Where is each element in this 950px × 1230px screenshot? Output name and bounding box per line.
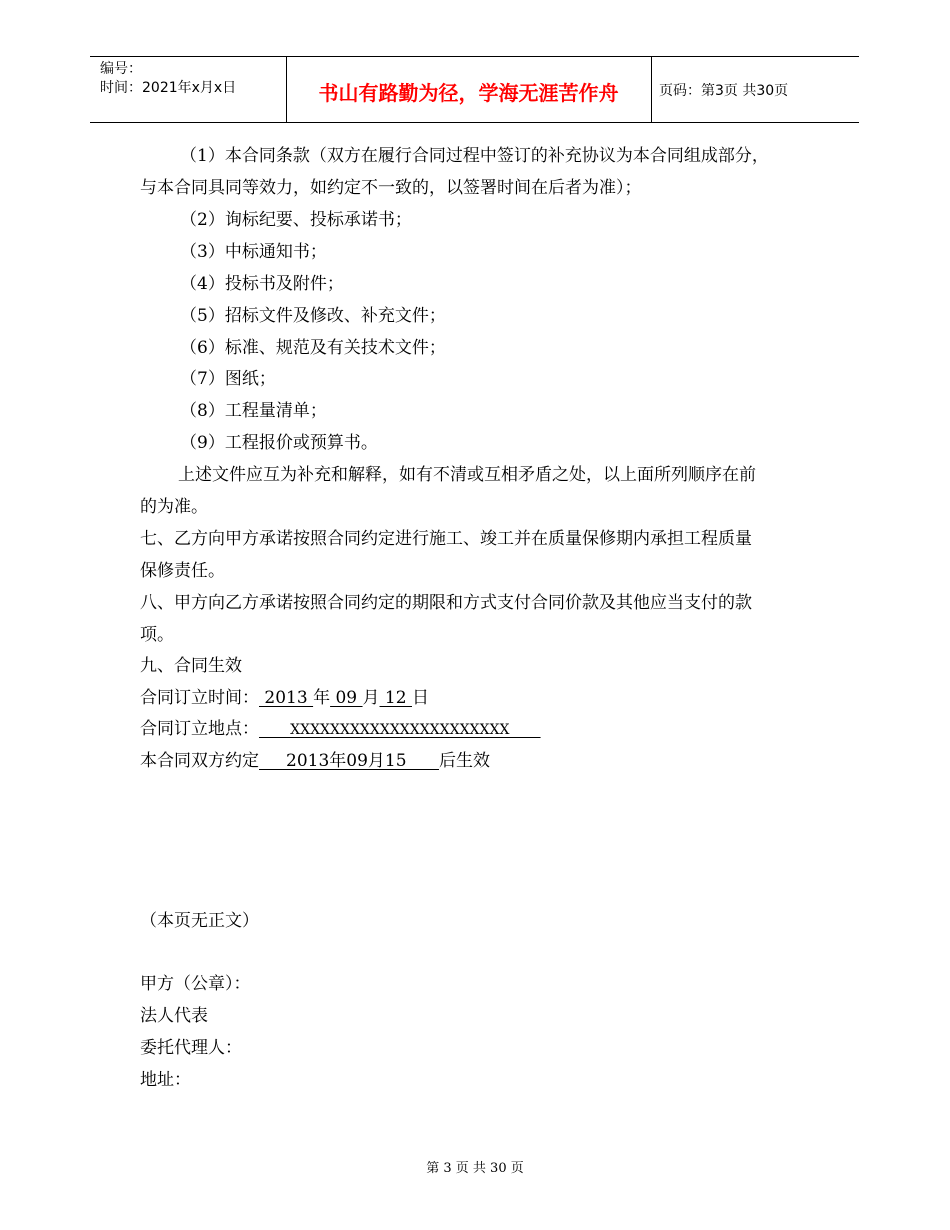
effective-date-value: 2013年09月15 xyxy=(259,751,439,771)
clause-nine-heading: 九、合同生效 xyxy=(140,656,242,676)
header-time-label: 时间：2021年x月x日 xyxy=(100,80,237,96)
sign-month-value: 09 xyxy=(330,688,363,708)
sign-place-value: XXXXXXXXXXXXXXXXXXXXXX xyxy=(259,722,541,738)
page-footer: 第 3 页 共 30 页 xyxy=(426,1161,524,1176)
precedence-paragraph-cont: 的为准。 xyxy=(140,497,208,517)
effective-label: 本合同双方约定 xyxy=(140,751,259,771)
header-divider-right xyxy=(651,56,652,123)
clause-eight: 八、甲方向乙方承诺按照合同约定的期限和方式支付合同价款及其他应当支付的款 xyxy=(140,593,752,613)
clause-item-2: （2）询标纪要、投标承诺书； xyxy=(180,210,412,230)
clause-item-8: （8）工程量清单； xyxy=(180,401,327,421)
header-bottom-rule xyxy=(90,122,859,123)
sign-day-unit: 日 xyxy=(411,688,429,708)
sign-day-value: 12 xyxy=(379,688,412,708)
party-a-seal-label: 甲方（公章）： xyxy=(140,974,251,994)
header-number-label: 编号： xyxy=(100,61,142,77)
address-label: 地址： xyxy=(140,1070,191,1090)
header-meta xyxy=(100,60,236,98)
sign-year-unit: 年 xyxy=(313,688,331,708)
clause-item-3: （3）中标通知书； xyxy=(180,242,327,262)
sign-time-label: 合同订立时间： xyxy=(140,688,259,708)
clause-item-1: （1）本合同条款（双方在履行合同过程中签订的补充协议为本合同组成部分， xyxy=(180,146,769,166)
clause-seven-cont: 保修责任。 xyxy=(140,561,225,581)
sign-place-line xyxy=(140,719,541,740)
header-top-rule xyxy=(90,56,859,57)
agent-label: 委托代理人： xyxy=(140,1038,242,1058)
legal-rep-label: 法人代表 xyxy=(140,1006,208,1026)
header-page-info: 页码：第3页 共30页 xyxy=(659,83,789,99)
clause-seven: 七、乙方向甲方承诺按照合同约定进行施工、竣工并在质量保修期内承担工程质量 xyxy=(140,529,752,549)
clause-item-1-cont: 与本合同具同等效力，如约定不一致的，以签署时间在后者为准）； xyxy=(140,178,642,198)
effective-line xyxy=(140,751,490,771)
clause-item-6: （6）标准、规范及有关技术文件； xyxy=(180,338,446,358)
sign-month-unit: 月 xyxy=(362,688,380,708)
clause-item-7: （7）图纸； xyxy=(180,369,276,389)
effective-suffix: 后生效 xyxy=(438,751,490,771)
clause-item-9: （9）工程报价或预算书。 xyxy=(180,433,378,453)
sign-time-line xyxy=(140,688,429,708)
header-motto: 书山有路勤为径，学海无涯苦作舟 xyxy=(318,81,619,105)
no-text-note: （本页无正文） xyxy=(140,911,259,931)
clause-eight-cont: 项。 xyxy=(140,625,174,645)
sign-place-label: 合同订立地点： xyxy=(140,719,259,739)
sign-year-value: 2013 xyxy=(259,688,314,708)
clause-item-5: （5）招标文件及修改、补充文件； xyxy=(180,306,446,326)
clause-item-4: （4）投标书及附件； xyxy=(180,274,344,294)
precedence-paragraph: 上述文件应互为补充和解释，如有不清或互相矛盾之处，以上面所列顺序在前 xyxy=(178,465,756,485)
